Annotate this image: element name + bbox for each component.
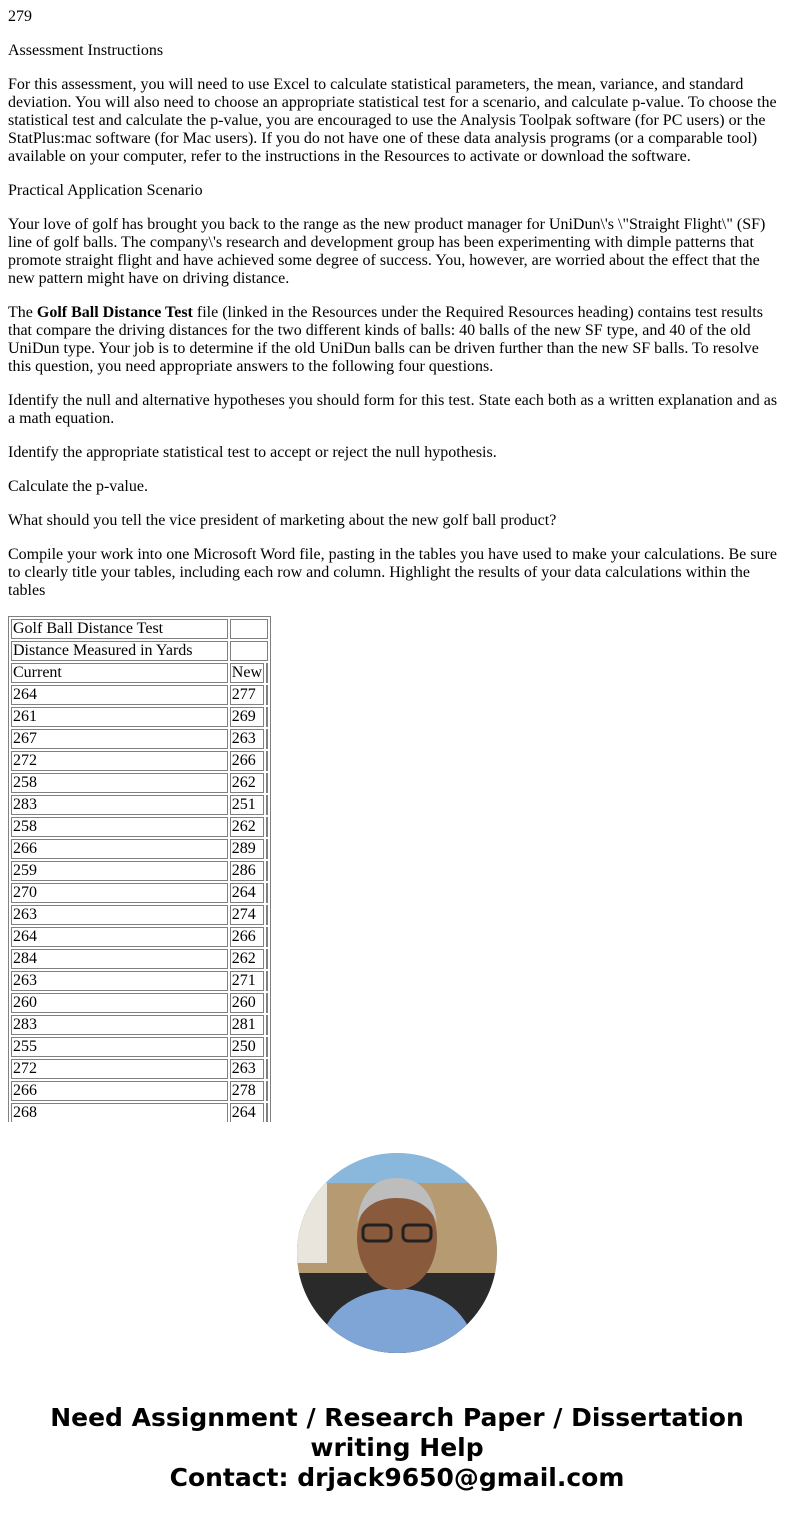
- file-name: Golf Ball Distance Test: [36, 304, 193, 321]
- avatar: [297, 1153, 497, 1353]
- table-row: [11, 905, 268, 925]
- new-cell: 266: [230, 751, 264, 771]
- empty-cell: [266, 861, 268, 881]
- current-cell: 264: [11, 685, 228, 705]
- intro-paragraph: For this assessment, you will need to use Excel to calculate statistical parameters, the mean, variance, and standard deviation. You will also need to choose an appropriate statistical test for a scenario, and calculate p-value. To choose the statistical test and calculate the p-value, you are encouraged to use the Analysis Toolpak software (for PC users) or the StatPlus:mac software (for Mac users). If you do not have one of these data analysis programs (or a comparable tool) available on your computer, refer to the instructions in the Resources to activate or download the software.: [8, 76, 777, 165]
- table-row: [11, 729, 268, 749]
- new-cell: 250: [230, 1037, 264, 1057]
- new-cell: 262: [230, 773, 264, 793]
- table-row: [11, 817, 268, 837]
- current-cell: 263: [11, 905, 228, 925]
- table-row: [11, 949, 268, 969]
- new-cell: 266: [230, 927, 264, 947]
- new-cell: 264: [230, 1103, 264, 1122]
- table-title-row: [11, 619, 268, 639]
- current-cell: 259: [11, 861, 228, 881]
- empty-cell: [266, 949, 268, 969]
- new-cell: 260: [230, 993, 264, 1013]
- footer-line-2: writing Help: [310, 1433, 484, 1462]
- empty-cell: [266, 1081, 268, 1101]
- table-row: [11, 773, 268, 793]
- empty-cell: [266, 729, 268, 749]
- current-cell: 266: [11, 1081, 228, 1101]
- file-paragraph: [8, 304, 786, 376]
- table-row: [11, 927, 268, 947]
- empty-cell: [266, 993, 268, 1013]
- new-cell: 271: [230, 971, 264, 991]
- empty-cell: [266, 883, 268, 903]
- page-number: 279: [8, 8, 32, 25]
- current-cell: 272: [11, 751, 228, 771]
- new-cell: 262: [230, 949, 264, 969]
- current-cell: 272: [11, 1059, 228, 1079]
- current-cell: 258: [11, 817, 228, 837]
- table-subtitle-row: [11, 641, 268, 661]
- person-photo-icon: [297, 1153, 497, 1353]
- new-cell: 263: [230, 1059, 264, 1079]
- current-cell: 283: [11, 795, 228, 815]
- empty-cell: [266, 905, 268, 925]
- current-cell: 270: [11, 883, 228, 903]
- footer-contact-line: Contact: drjack9650@gmail.com: [169, 1463, 625, 1492]
- footer-contact: [0, 1403, 794, 1493]
- empty-cell: [266, 685, 268, 705]
- table-row: [11, 971, 268, 991]
- file-post: file (linked in the Resources under the Required Resources heading) contains test results that compare the driving distances for the two different kinds of balls: 40 balls of the new SF type, and 40 of the old UniDun type. Your job is to determine if the old UniDun balls can be driven further than the new SF balls. To resolve this question, you need appropriate answers to the following four questions.: [8, 304, 763, 375]
- empty-cell: [266, 1015, 268, 1035]
- table-row: [11, 1103, 268, 1122]
- empty-cell: [266, 707, 268, 727]
- table-row: [11, 993, 268, 1013]
- empty-cell: [266, 1037, 268, 1057]
- new-cell: 269: [230, 707, 264, 727]
- table-row: [11, 1037, 268, 1057]
- question-1: Identify the null and alternative hypotheses you should form for this test. State each both as a written explanation and as a math equation.: [8, 392, 778, 427]
- current-cell: 255: [11, 1037, 228, 1057]
- new-cell: 262: [230, 817, 264, 837]
- new-cell: 286: [230, 861, 264, 881]
- compile-paragraph: Compile your work into one Microsoft Word file, pasting in the tables you have used to make your calculations. Be sure to clearly title your tables, including each row and column. Highlight the results of your data calculations within the tables: [8, 546, 777, 599]
- empty-cell: [266, 927, 268, 947]
- file-pre: The: [8, 304, 37, 321]
- heading: Assessment Instructions: [8, 42, 164, 59]
- new-cell: 264: [230, 883, 264, 903]
- current-cell: 267: [11, 729, 228, 749]
- scenario-paragraph: Your love of golf has brought you back to the range as the new product manager for UniDun\'s \"Straight Flight\" (SF) line of golf balls. The company\'s research and development group has been experimenting with dimple patterns that promote straight flight and have achieved some degree of success. You, however, are worried about the effect that the new pattern might have on driving distance.: [8, 216, 766, 287]
- new-cell: 277: [230, 685, 264, 705]
- table-row: [11, 1081, 268, 1101]
- current-cell: 258: [11, 773, 228, 793]
- table-row: [11, 795, 268, 815]
- empty-cell: [230, 619, 268, 639]
- empty-cell: [266, 839, 268, 859]
- table-row: [11, 751, 268, 771]
- question-2: Identify the appropriate statistical test to accept or reject the null hypothesis.: [8, 444, 497, 461]
- table-row: [11, 839, 268, 859]
- table-header-row: [11, 663, 268, 683]
- empty-cell: [266, 773, 268, 793]
- table-row: [11, 707, 268, 727]
- table-title: Golf Ball Distance Test: [11, 619, 228, 639]
- current-cell: 260: [11, 993, 228, 1013]
- empty-cell: [266, 971, 268, 991]
- data-table: [8, 616, 271, 1122]
- empty-cell: [230, 641, 268, 661]
- empty-cell: [266, 1103, 268, 1122]
- data-table-container: [8, 616, 272, 1122]
- header-new: New: [231, 664, 262, 681]
- new-cell: 274: [230, 905, 264, 925]
- table-row: [11, 1015, 268, 1035]
- table-row: [11, 861, 268, 881]
- empty-cell: [266, 751, 268, 771]
- current-cell: 263: [11, 971, 228, 991]
- current-cell: 261: [11, 707, 228, 727]
- table-row: [11, 1059, 268, 1079]
- new-cell: 263: [230, 729, 264, 749]
- table-row: [11, 685, 268, 705]
- table-row: [11, 883, 268, 903]
- empty-cell: [266, 795, 268, 815]
- table-subtitle: Distance Measured in Yards: [11, 641, 228, 661]
- new-cell: 289: [230, 839, 264, 859]
- current-cell: 268: [11, 1103, 228, 1122]
- footer-line-1: Need Assignment / Research Paper / Dissertation: [50, 1403, 744, 1432]
- new-cell: 281: [230, 1015, 264, 1035]
- scenario-heading: Practical Application Scenario: [8, 182, 203, 199]
- new-cell: 251: [230, 795, 264, 815]
- current-cell: 284: [11, 949, 228, 969]
- question-3: Calculate the p-value.: [8, 478, 148, 495]
- empty-cell: [266, 663, 268, 683]
- question-4: What should you tell the vice president of marketing about the new golf ball product?: [8, 512, 557, 529]
- current-cell: 264: [11, 927, 228, 947]
- empty-cell: [266, 1059, 268, 1079]
- current-cell: 283: [11, 1015, 228, 1035]
- empty-cell: [266, 817, 268, 837]
- current-cell: 266: [11, 839, 228, 859]
- new-cell: 278: [230, 1081, 264, 1101]
- header-current: Current: [11, 663, 228, 683]
